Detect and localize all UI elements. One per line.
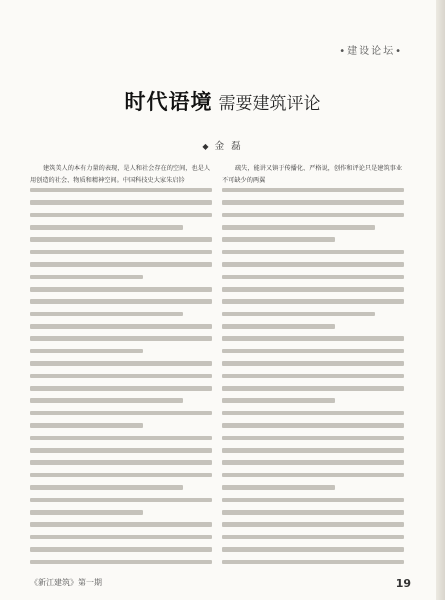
text-line: [30, 213, 212, 218]
text-line: [222, 324, 335, 329]
text-line: [30, 237, 212, 242]
text-line: [30, 200, 212, 205]
left-column-body: [30, 188, 212, 564]
diamond-icon: ◆: [202, 142, 211, 151]
right-column-opening: 疏失，能讲又镇于传播化、严格说，创作和评论只是建筑事业不可缺少的两翼: [222, 165, 403, 185]
text-line: [30, 398, 183, 403]
text-line: [222, 473, 404, 478]
text-line: [30, 386, 212, 391]
author-line: [0, 138, 445, 152]
text-line: [222, 485, 335, 490]
right-column-body: [222, 188, 404, 564]
title-bold-part: 时代语境: [124, 90, 213, 114]
text-line: [222, 237, 335, 242]
text-line: [30, 287, 212, 292]
text-line: [30, 510, 143, 515]
text-line: [222, 374, 404, 379]
text-line: [30, 498, 212, 503]
text-line: [222, 188, 404, 193]
text-line: [222, 535, 404, 540]
text-line: [222, 225, 375, 230]
left-column-opening: 建筑美人的本有力量的表现，是人和社会存在的空间，也是人用创造的社会、物质和精神空间。中国科技史大家朱启钤: [30, 165, 211, 185]
text-line: [222, 498, 404, 503]
text-line: [222, 336, 404, 341]
text-line: [222, 423, 404, 428]
author-name: 金 磊: [214, 141, 243, 152]
text-line: [222, 522, 404, 527]
text-line: [222, 213, 404, 218]
text-line: [222, 460, 404, 465]
text-line: [222, 200, 404, 205]
text-line: [30, 485, 183, 490]
right-column: [222, 163, 404, 572]
journal-name: 《新江建筑》第一期: [30, 578, 102, 587]
text-line: [30, 336, 212, 341]
text-line: [30, 547, 212, 552]
text-line: [30, 225, 183, 230]
text-line: [30, 188, 212, 193]
text-line: [30, 349, 143, 354]
text-line: [30, 423, 143, 428]
text-line: [222, 386, 404, 391]
text-line: [222, 250, 404, 255]
text-line: [222, 299, 404, 304]
article-title: [0, 86, 445, 116]
text-line: [222, 398, 335, 403]
text-line: [222, 349, 404, 354]
text-line: [30, 324, 212, 329]
text-line: [30, 535, 212, 540]
text-line: [30, 275, 143, 280]
text-line: [222, 275, 404, 280]
section-tag: •建设论坛•: [339, 46, 403, 57]
text-line: [222, 411, 404, 416]
text-line: [30, 361, 212, 366]
text-line: [30, 262, 212, 267]
title-light-part: 需要建筑评论: [218, 94, 321, 114]
text-line: [222, 287, 404, 292]
text-line: [30, 448, 212, 453]
text-line: [30, 473, 212, 478]
text-line: [222, 361, 404, 366]
text-line: [30, 312, 183, 317]
text-line: [222, 448, 404, 453]
text-line: [30, 411, 212, 416]
text-line: [30, 374, 212, 379]
text-line: [222, 560, 404, 565]
text-line: [222, 510, 404, 515]
text-line: [30, 299, 212, 304]
text-line: [222, 312, 375, 317]
text-line: [222, 547, 404, 552]
left-column: [30, 163, 212, 572]
text-line: [222, 262, 404, 267]
text-line: [30, 250, 212, 255]
page-number: 19: [395, 577, 411, 590]
text-line: [30, 460, 212, 465]
text-line: [222, 436, 404, 441]
text-line: [30, 522, 212, 527]
text-line: [30, 560, 212, 565]
text-line: [30, 436, 212, 441]
